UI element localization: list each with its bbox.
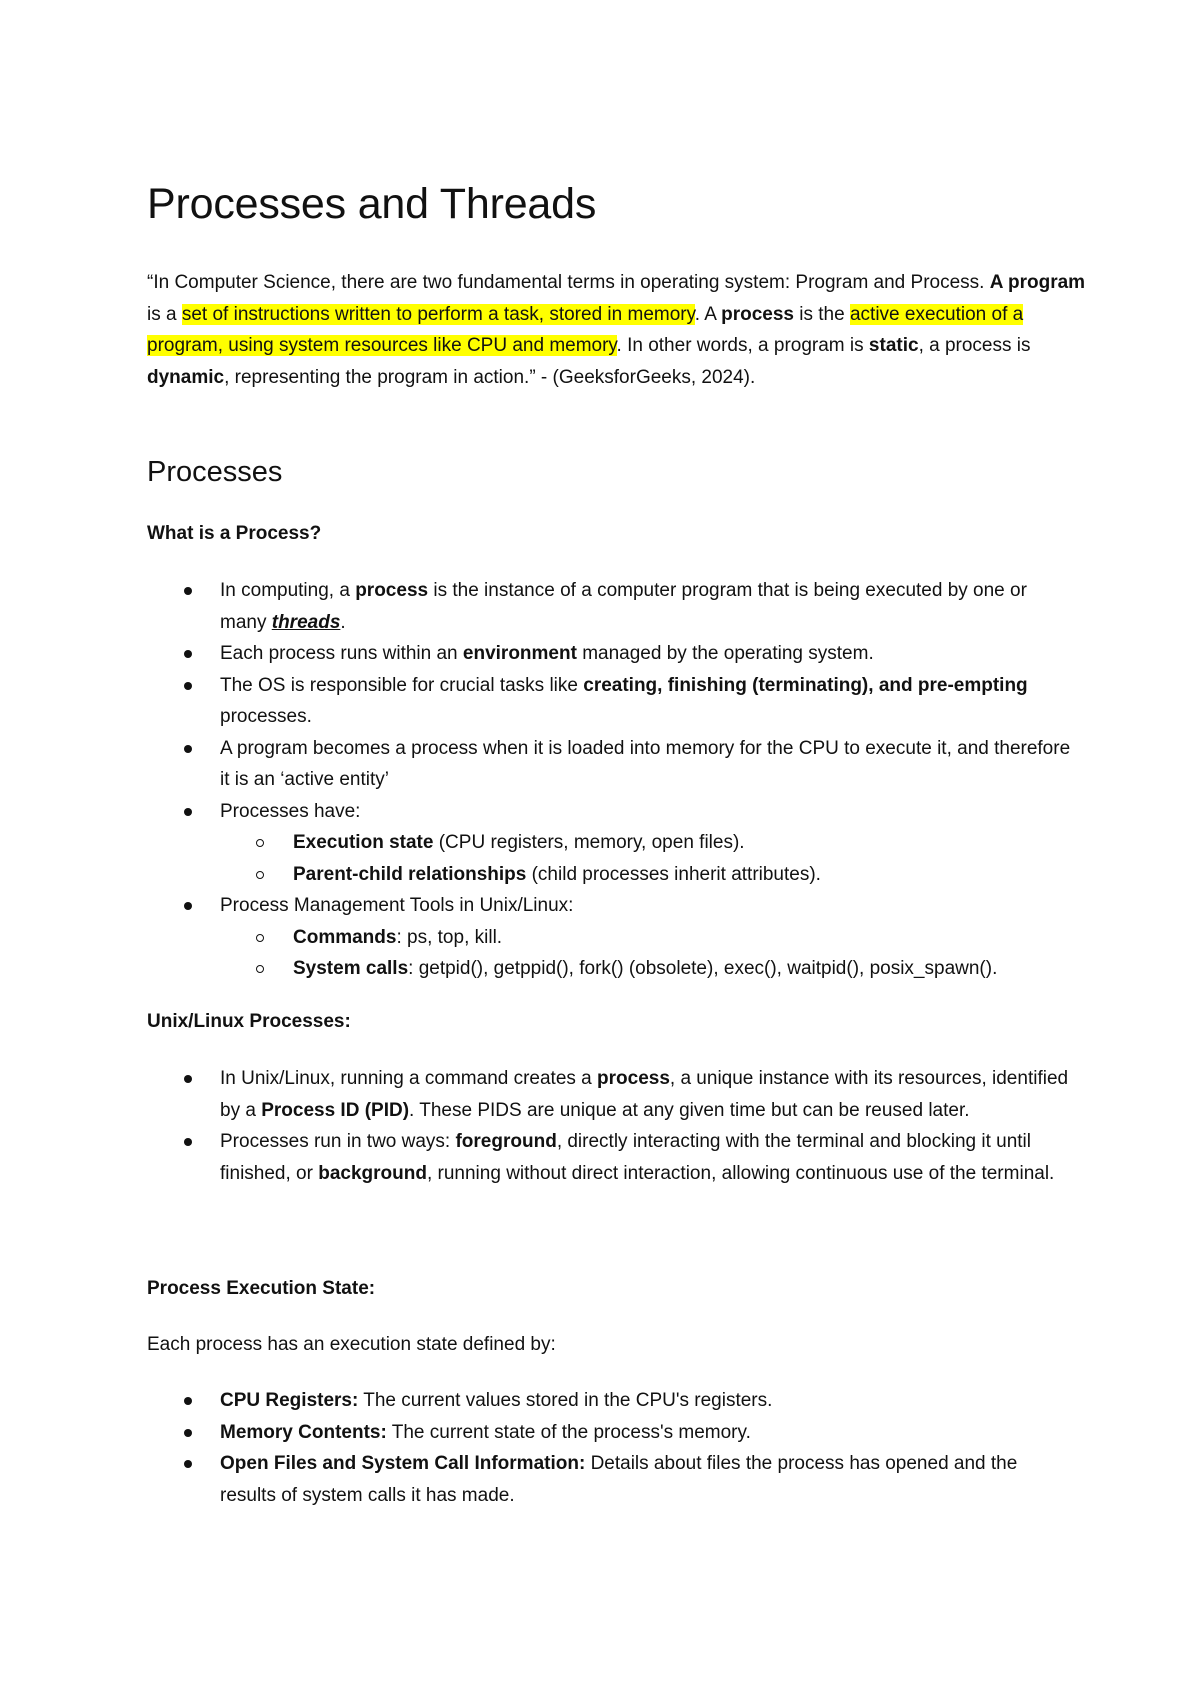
bullet-icon bbox=[184, 1138, 192, 1146]
circle-bullet-icon bbox=[256, 839, 264, 847]
list-item-bold: background bbox=[318, 1162, 427, 1184]
sub-item-text: : ps, top, kill. bbox=[396, 926, 503, 948]
intro-text: , a process is bbox=[918, 335, 1031, 356]
list-item bbox=[147, 1063, 1077, 1126]
threads-link[interactable]: threads bbox=[271, 611, 341, 633]
sub-item-text: (CPU registers, memory, open files). bbox=[433, 832, 745, 853]
sub-item-bold: System calls bbox=[293, 958, 409, 979]
intro-bold-process: process bbox=[721, 303, 794, 325]
management-tools-sublist bbox=[220, 922, 1077, 985]
list-item-text: Each process runs within an bbox=[220, 643, 463, 664]
list-item bbox=[147, 1417, 1077, 1449]
bullet-icon bbox=[184, 650, 192, 658]
list-item-text: In Unix/Linux, running a command creates a bbox=[220, 1068, 598, 1089]
list-item-text: , a unique instance with its resources, identified by a bbox=[220, 1068, 1069, 1121]
list-item bbox=[147, 638, 1077, 670]
list-item-text: managed by the operating system. bbox=[576, 643, 874, 664]
bullet-icon bbox=[184, 1397, 192, 1405]
list-item-bold: process bbox=[355, 580, 429, 601]
intro-text: . In other words, a program is bbox=[616, 335, 869, 356]
intro-text: “In Computer Science, there are two fundamental terms in operating system: Program and Process. bbox=[147, 272, 990, 293]
list-item-text: . These PIDS are unique at any given time but can be reused later. bbox=[409, 1099, 970, 1121]
list-item bbox=[147, 1126, 1077, 1189]
list-item-bold: Process ID (PID) bbox=[261, 1099, 410, 1121]
subheading-execution-state: Process Execution State: bbox=[147, 1278, 376, 1299]
sub-list-item bbox=[220, 859, 1077, 891]
bullet-icon bbox=[184, 808, 192, 816]
sub-item-text: : getpid(), getppid(), fork() (obsolete), exec(), waitpid(), posix_spawn(). bbox=[408, 958, 998, 979]
list-item-text: is the instance of a computer program that is being executed by one or many bbox=[220, 580, 1027, 633]
intro-bold-dynamic: dynamic bbox=[147, 366, 225, 388]
execution-state-intro: Each process has an execution state defined by: bbox=[147, 1334, 556, 1355]
list-item-bold: Memory Contents: bbox=[220, 1421, 387, 1443]
section-heading-processes: Processes bbox=[147, 456, 283, 488]
intro-text: is a bbox=[147, 303, 182, 325]
list-item-text: . bbox=[340, 611, 346, 633]
subheading-what-is-process: What is a Process? bbox=[147, 523, 322, 544]
list-item-text: processes. bbox=[220, 706, 312, 727]
list-item bbox=[147, 733, 1077, 796]
list-item-bold: environment bbox=[462, 643, 577, 664]
intro-quote bbox=[147, 267, 1087, 393]
list-item bbox=[147, 1448, 1077, 1511]
sub-item-text: (child processes inherit attributes). bbox=[526, 863, 821, 885]
sub-item-bold: Parent-child relationships bbox=[293, 863, 527, 885]
list-item-bold: CPU Registers: bbox=[220, 1390, 359, 1411]
list-item-text: , directly interacting with the terminal and blocking it until finished, or bbox=[220, 1131, 1031, 1184]
subheading-unix-linux-processes: Unix/Linux Processes: bbox=[147, 1011, 351, 1032]
circle-bullet-icon bbox=[256, 965, 264, 973]
list-item-text: In computing, a bbox=[220, 580, 356, 601]
list-item-text: Processes run in two ways: bbox=[220, 1131, 456, 1152]
bullet-icon bbox=[184, 1429, 192, 1437]
circle-bullet-icon bbox=[256, 871, 264, 879]
list-item-text: A program becomes a process when it is loaded into memory for the CPU to execute it, and therefore it is an ‘active entity’ bbox=[220, 737, 1071, 790]
list-item bbox=[147, 670, 1077, 733]
intro-text: , representing the program in action.” - (GeeksforGeeks, 2024). bbox=[224, 366, 756, 388]
bullet-icon bbox=[184, 587, 192, 595]
list-item-text: The current state of the process's memory. bbox=[386, 1421, 751, 1443]
list-item-bold: foreground bbox=[455, 1131, 557, 1152]
list-item bbox=[147, 575, 1077, 638]
bullet-icon bbox=[184, 902, 192, 910]
sub-list-item bbox=[220, 922, 1077, 954]
list-item-bold: Open Files and System Call Information: bbox=[220, 1453, 586, 1474]
what-is-process-list bbox=[147, 575, 1077, 985]
list-item-text: Details about files the process has opened and the results of system calls it has made. bbox=[220, 1453, 1018, 1506]
list-item bbox=[147, 796, 1077, 891]
list-item bbox=[147, 1385, 1077, 1417]
sub-list-item bbox=[220, 953, 1077, 985]
circle-bullet-icon bbox=[256, 934, 264, 942]
sub-list-item bbox=[220, 827, 1077, 859]
processes-have-sublist bbox=[220, 827, 1077, 890]
list-item-text: Process Management Tools in Unix/Linux: bbox=[220, 895, 574, 916]
bullet-icon bbox=[184, 1075, 192, 1083]
sub-item-bold: Commands bbox=[293, 926, 397, 948]
intro-highlight-program: set of instructions written to perform a task, stored in memory bbox=[181, 303, 695, 325]
document-title: Processes and Threads bbox=[147, 180, 597, 228]
list-item-bold: process bbox=[597, 1068, 670, 1089]
sub-item-bold: Execution state bbox=[293, 832, 434, 853]
intro-text: . A bbox=[694, 303, 722, 325]
bullet-icon bbox=[184, 682, 192, 690]
intro-bold-static: static bbox=[868, 335, 919, 356]
bullet-icon bbox=[184, 1460, 192, 1468]
list-item-bold: creating, finishing (terminating), and pre-empting bbox=[583, 674, 1028, 696]
unix-processes-list bbox=[147, 1063, 1077, 1189]
intro-highlight-process: active execution of a program, using system resources like CPU and memory bbox=[147, 303, 1024, 356]
intro-bold-program: A program bbox=[989, 272, 1086, 293]
list-item-text: The current values stored in the CPU's registers. bbox=[358, 1390, 773, 1411]
execution-state-list bbox=[147, 1385, 1077, 1511]
list-item-text: Processes have: bbox=[220, 800, 361, 822]
intro-text: is the bbox=[794, 303, 850, 325]
list-item bbox=[147, 890, 1077, 985]
list-item-text: , running without direct interaction, allowing continuous use of the terminal. bbox=[426, 1162, 1055, 1184]
list-item-text: The OS is responsible for crucial tasks like bbox=[220, 674, 584, 696]
bullet-icon bbox=[184, 745, 192, 753]
